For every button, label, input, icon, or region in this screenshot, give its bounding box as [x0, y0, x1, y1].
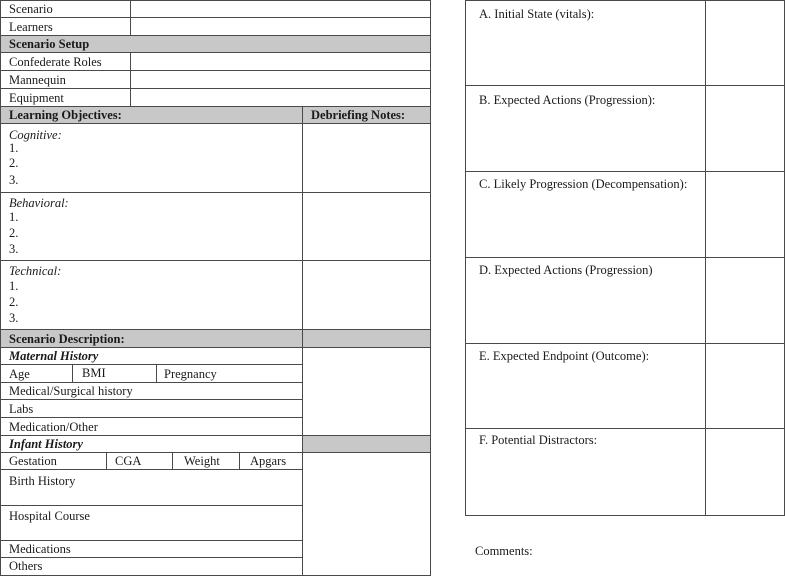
- scenario-setup-header: Scenario Setup: [9, 37, 90, 51]
- cognitive-item-2: 2.: [9, 156, 19, 170]
- infant-header-notes-band: [302, 435, 430, 452]
- behavioral-title: Behavioral:: [9, 196, 69, 210]
- stage-d-expected-actions: D. Expected Actions (Progression): [479, 263, 653, 277]
- behavioral-item-1: 1.: [9, 210, 19, 224]
- labs-label: Labs: [9, 402, 34, 416]
- learning-objectives-header: Learning Objectives:: [9, 108, 122, 122]
- stage-c-likely-progression: C. Likely Progression (Decompensation):: [479, 177, 688, 191]
- hospital-course-label: Hospital Course: [9, 509, 90, 523]
- scenario-label: Scenario: [9, 2, 53, 16]
- mannequin-label: Mannequin: [9, 73, 66, 87]
- cga-label: CGA: [115, 454, 142, 468]
- debriefing-notes-header: Debriefing Notes:: [311, 108, 406, 122]
- weight-label: Weight: [184, 454, 220, 468]
- technical-item-3: 3.: [9, 311, 19, 325]
- technical-item-1: 1.: [9, 279, 19, 293]
- age-label: Age: [9, 367, 30, 381]
- learners-label: Learners: [9, 20, 53, 34]
- birth-history-label: Birth History: [9, 474, 76, 488]
- pregnancy-label: Pregnancy: [164, 367, 217, 381]
- stage-b-expected-actions: B. Expected Actions (Progression):: [479, 93, 656, 107]
- cognitive-title: Cognitive:: [9, 128, 62, 142]
- others-label: Others: [9, 559, 43, 573]
- behavioral-item-3: 3.: [9, 242, 19, 256]
- scenario-description-header: Scenario Description:: [9, 332, 125, 346]
- maternal-history-title: Maternal History: [9, 349, 99, 363]
- bmi-label: BMI: [82, 366, 106, 380]
- medication-other-label: Medication/Other: [9, 420, 98, 434]
- gestation-label: Gestation: [9, 454, 57, 468]
- technical-item-2: 2.: [9, 295, 19, 309]
- technical-title: Technical:: [9, 264, 62, 278]
- confederate-roles-label: Confederate Roles: [9, 55, 102, 69]
- comments-label: Comments:: [475, 544, 533, 558]
- equipment-label: Equipment: [9, 91, 64, 105]
- right-form: [465, 0, 785, 516]
- stage-f-potential-distractors: F. Potential Distractors:: [479, 433, 598, 447]
- apgars-label: Apgars: [250, 454, 287, 468]
- stage-a-initial-state: A. Initial State (vitals):: [479, 7, 595, 21]
- medical-surgical-history-label: Medical/Surgical history: [9, 384, 133, 398]
- cognitive-item-3: 3.: [9, 173, 19, 187]
- cognitive-item-1: 1.: [9, 141, 19, 155]
- stage-e-expected-endpoint: E. Expected Endpoint (Outcome):: [479, 349, 650, 363]
- behavioral-item-2: 2.: [9, 226, 19, 240]
- medications-label: Medications: [9, 542, 71, 556]
- infant-history-title: Infant History: [9, 437, 83, 451]
